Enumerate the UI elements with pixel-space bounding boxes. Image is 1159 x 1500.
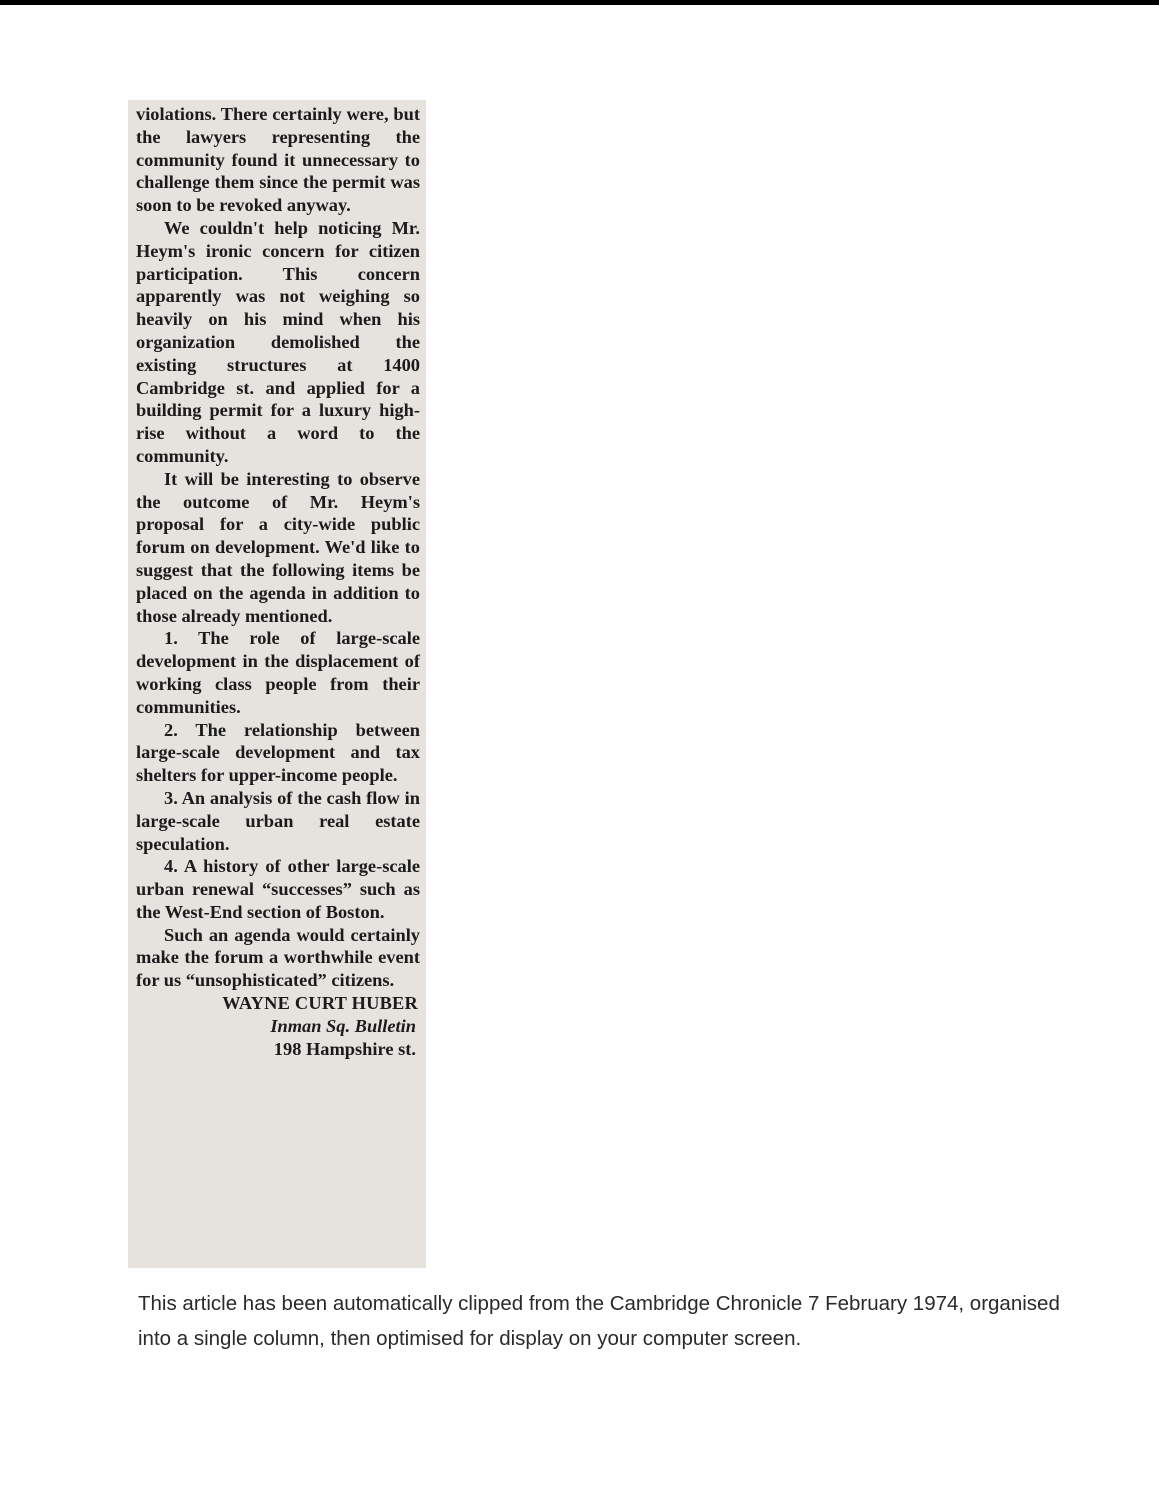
author-name: WAYNE CURT HUBER — [222, 993, 418, 1014]
clipping-caption: This article has been automatically clipped from the Cambridge Chronicle 7 February 1974, organised into a single column, then optimised for display on your computer screen. — [138, 1292, 1060, 1350]
agenda-item-4: 4. A history of other large-scale urban renewal “successes” such as the West-End section of Boston. — [136, 856, 420, 922]
article-paragraph-1: violations. There certainly were, but the lawyers representing the community found it unnecessary to challenge them since the permit was soon to be revoked anyway. — [136, 104, 420, 216]
author-address: 198 Hampshire st. — [273, 1038, 416, 1059]
agenda-item-2: 2. The relationship between large-scale development and tax shelters for upper-income people. — [136, 719, 420, 786]
article-paragraph-2: We couldn't help noticing Mr. Heym's ironic concern for citizen participation. This concern apparently was not weighing so heavily on his mind when his organization demolished the existing structures at 1400 Cambridge st. and applied for a building permit for a luxury high-rise without a word to the community. — [136, 217, 420, 466]
newspaper-clipping — [128, 100, 426, 1268]
agenda-item-3: 3. An analysis of the cash flow in large-scale urban real estate speculation. — [136, 787, 420, 854]
agenda-item-1: 1. The role of large-scale development in the displacement of working class people from their communities. — [136, 628, 420, 717]
article-paragraph-3: It will be interesting to observe the outcome of Mr. Heym's proposal for a city-wide public forum on development. We'd like to suggest that the following items be placed on the agenda in addition to those already mentioned. — [136, 468, 420, 626]
article-paragraph-closing: Such an agenda would certainly make the forum a worthwhile event for us “unsophisticated” citizens. — [136, 924, 420, 991]
top-border — [0, 0, 1159, 5]
author-publication: Inman Sq. Bulletin — [270, 1015, 416, 1036]
